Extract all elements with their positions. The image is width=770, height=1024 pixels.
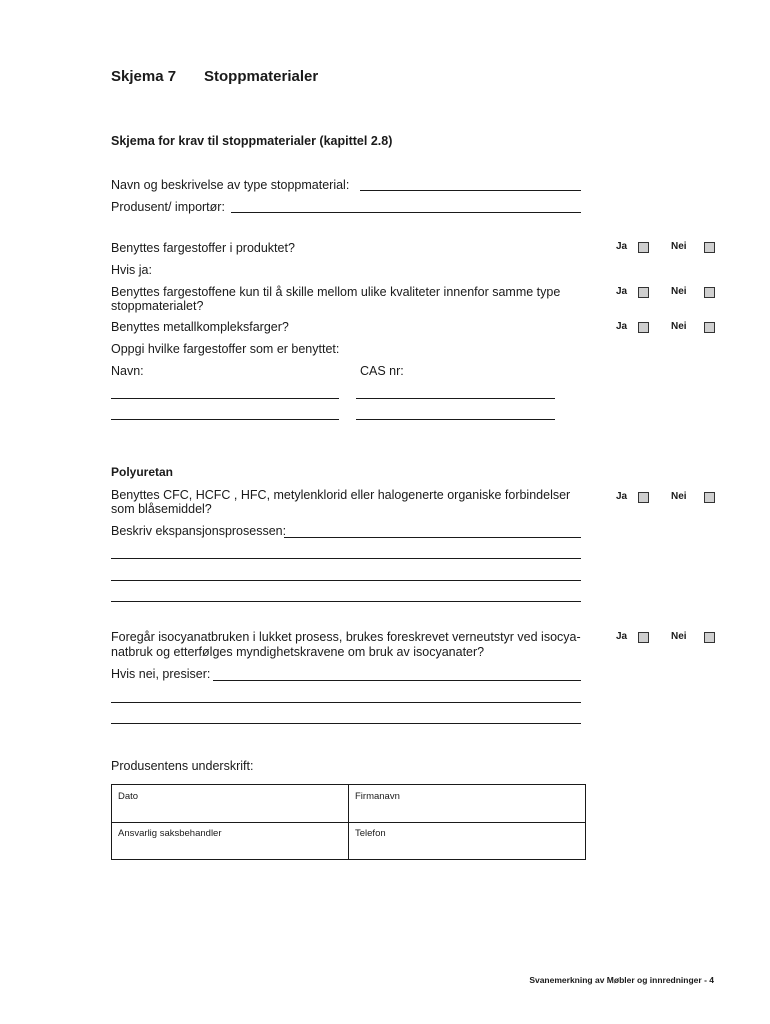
yes-label: Ja xyxy=(616,491,628,502)
list-dyes-label: Oppgi hvilke fargestoffer som er benyttet: xyxy=(111,342,340,356)
cfc-yes-checkbox[interactable] xyxy=(638,492,649,503)
metal-no-checkbox[interactable] xyxy=(704,322,715,333)
company-field[interactable]: Firmanavn xyxy=(355,791,400,802)
dyes-only-yes-checkbox[interactable] xyxy=(638,287,649,298)
if-yes-label: Hvis ja: xyxy=(111,263,152,277)
page-footer: Svanemerkning av Møbler og innredninger - 4 xyxy=(529,975,714,985)
no-label: Nei xyxy=(671,321,687,332)
question-metal: Benyttes metallkompleksfarger? xyxy=(111,320,289,334)
question-dyes-only-2: stoppmaterialet? xyxy=(111,299,204,313)
yes-label: Ja xyxy=(616,321,628,332)
page-title: Stoppmaterialer xyxy=(204,68,319,85)
no-label: Nei xyxy=(671,631,687,642)
cas-column-label: CAS nr: xyxy=(360,364,404,378)
phone-field[interactable]: Telefon xyxy=(355,828,386,839)
dye-cas-field-1[interactable] xyxy=(356,398,555,399)
yes-label: Ja xyxy=(616,241,628,252)
dye-name-field-2[interactable] xyxy=(111,419,339,420)
name-desc-field[interactable] xyxy=(360,190,581,191)
isocyanate-no-checkbox[interactable] xyxy=(704,632,715,643)
signature-table xyxy=(111,784,586,860)
expansion-field-4[interactable] xyxy=(111,601,581,602)
date-field[interactable]: Dato xyxy=(118,791,139,802)
yes-label: Ja xyxy=(616,631,628,642)
if-no-label: Hvis nei, presiser: xyxy=(111,667,211,681)
producer-field[interactable] xyxy=(231,212,581,213)
question-isocyanate-1: Foregår isocyanatbruken i lukket prosess, brukes foreskrevet verneutstyr ved isocya- xyxy=(111,630,581,644)
dye-cas-field-2[interactable] xyxy=(356,419,555,420)
polyurethane-heading: Polyuretan xyxy=(111,465,174,479)
form-number: Skjema 7 xyxy=(111,68,177,85)
dye-name-field-1[interactable] xyxy=(111,398,339,399)
no-label: Nei xyxy=(671,491,687,502)
expansion-label: Beskriv ekspansjonsprosessen: xyxy=(111,524,287,538)
metal-yes-checkbox[interactable] xyxy=(638,322,649,333)
yes-label: Ja xyxy=(616,286,628,297)
no-label: Nei xyxy=(671,241,687,252)
section-title: Skjema for krav til stoppmaterialer (kapittel 2.8) xyxy=(111,134,393,148)
name-column-label: Navn: xyxy=(111,364,144,378)
signature-title: Produsentens underskrift: xyxy=(111,759,254,773)
isocyanate-yes-checkbox[interactable] xyxy=(638,632,649,643)
no-label: Nei xyxy=(671,286,687,297)
expansion-field-1[interactable] xyxy=(284,537,581,538)
if-no-field-1[interactable] xyxy=(213,680,581,681)
question-dyes: Benyttes fargestoffer i produktet? xyxy=(111,241,295,255)
producer-label: Produsent/ importør: xyxy=(111,200,225,214)
if-no-field-3[interactable] xyxy=(111,723,581,724)
dyes-yes-checkbox[interactable] xyxy=(638,242,649,253)
expansion-field-3[interactable] xyxy=(111,580,581,581)
question-cfc-1: Benyttes CFC, HCFC , HFC, metylenklorid eller halogenerte organiske forbindelser xyxy=(111,488,571,502)
expansion-field-2[interactable] xyxy=(111,558,581,559)
cfc-no-checkbox[interactable] xyxy=(704,492,715,503)
table-divider-horizontal xyxy=(112,822,585,823)
question-cfc-2: som blåsemiddel? xyxy=(111,502,212,516)
officer-field[interactable]: Ansvarlig saksbehandler xyxy=(118,828,222,839)
question-isocyanate-2: natbruk og etterfølges myndighetskravene om bruk av isocyanater? xyxy=(111,645,485,659)
dyes-only-no-checkbox[interactable] xyxy=(704,287,715,298)
question-dyes-only-1: Benyttes fargestoffene kun til å skille mellom ulike kvaliteter innenfor samme type xyxy=(111,285,561,299)
name-desc-label: Navn og beskrivelse av type stoppmaterial: xyxy=(111,178,350,192)
dyes-no-checkbox[interactable] xyxy=(704,242,715,253)
if-no-field-2[interactable] xyxy=(111,702,581,703)
